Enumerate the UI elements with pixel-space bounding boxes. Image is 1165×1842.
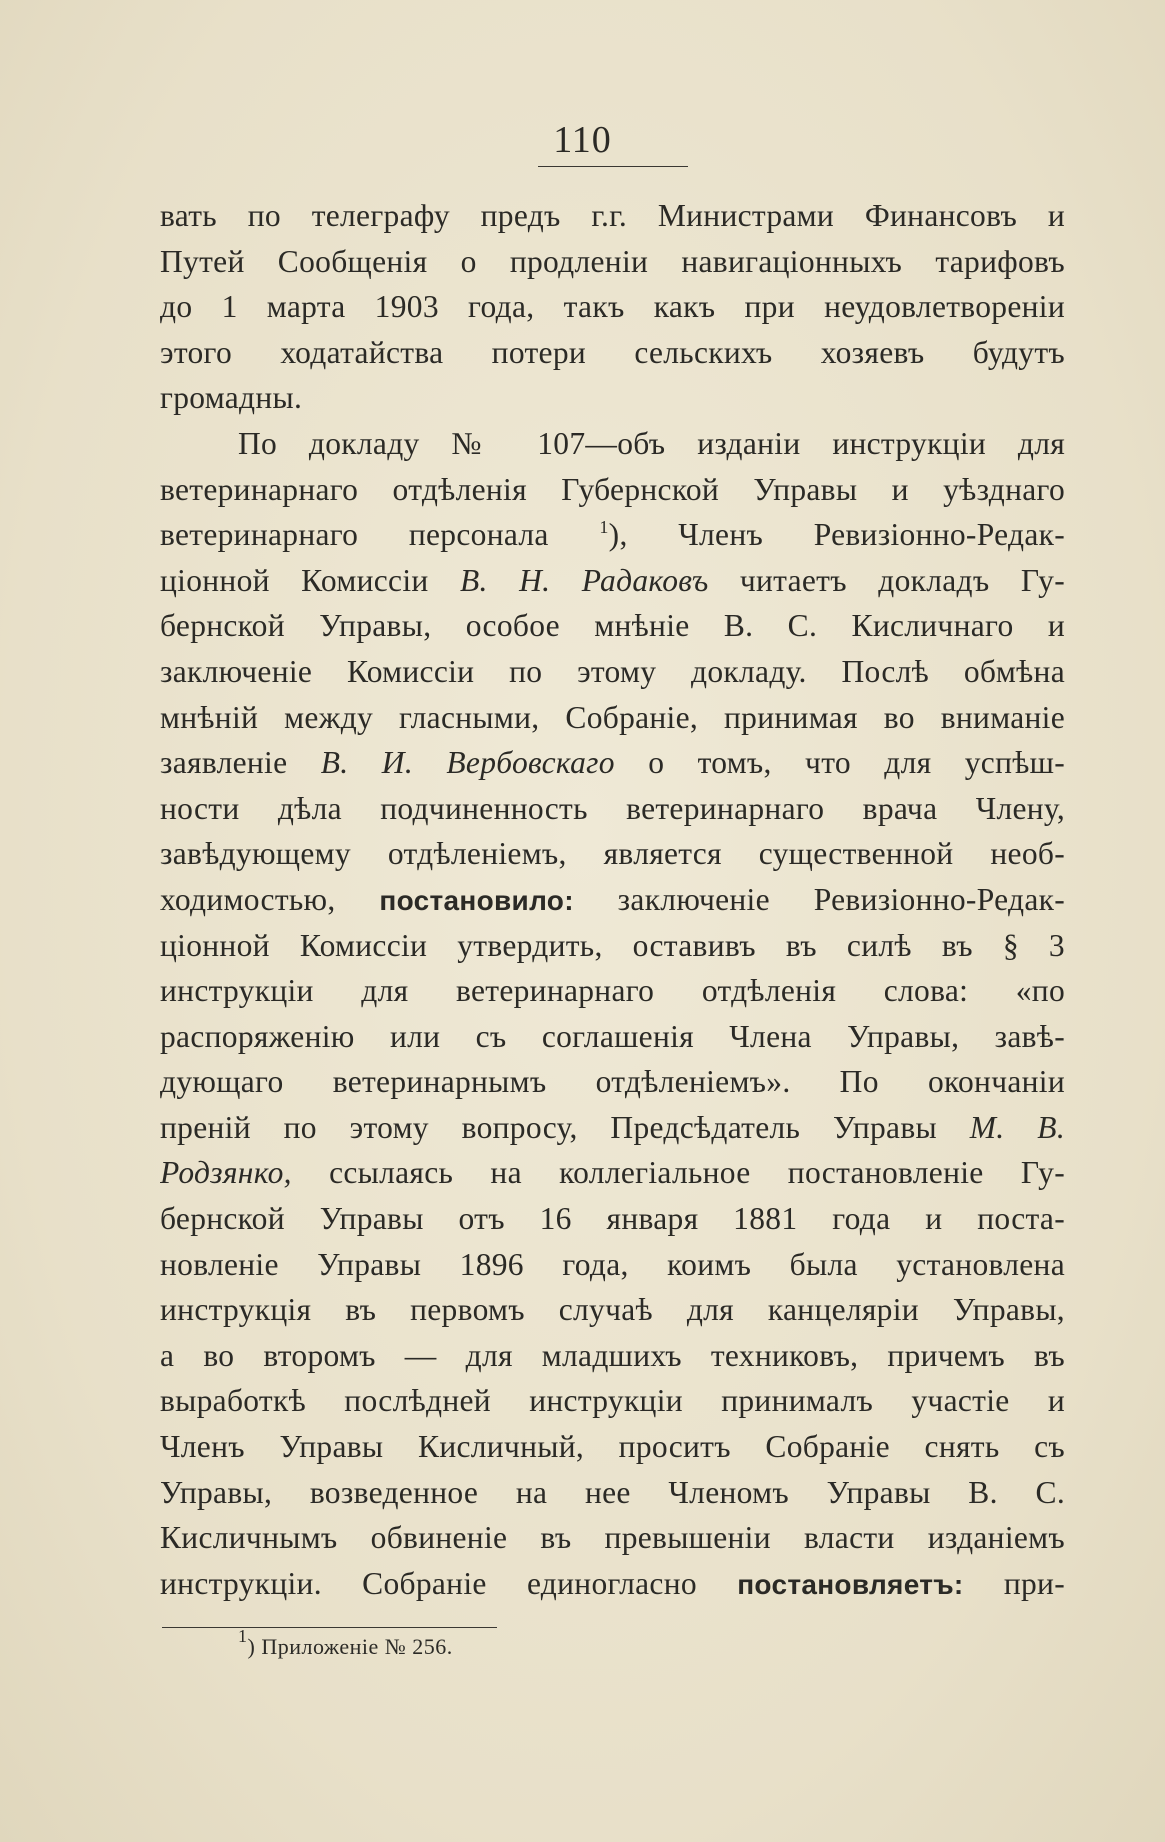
text-line xyxy=(160,968,1065,1014)
text-line xyxy=(160,375,1065,421)
text-line xyxy=(160,695,1065,741)
footnote-rule xyxy=(162,1627,497,1628)
line-text: а во второмъ — для младшихъ техниковъ, причемъ въ xyxy=(160,1337,1065,1373)
text-line xyxy=(160,877,1065,923)
line-text: бернской Управы, особое мнѣніе В. С. Кисличнаго и xyxy=(160,608,1065,644)
text-line xyxy=(160,1515,1065,1561)
line-text-start: преній по этому вопросу, Предсѣдатель Управы xyxy=(160,1109,970,1145)
text-line xyxy=(160,467,1065,513)
text-line xyxy=(160,284,1065,330)
text-line xyxy=(160,740,1065,786)
line-text: дующаго ветеринарнымъ отдѣленіемъ». По окончаніи xyxy=(160,1064,1065,1100)
text-line xyxy=(160,193,1065,239)
text-line xyxy=(160,239,1065,285)
line-text-end: ссылаясь на коллегіальное постановленіе Гу- xyxy=(291,1155,1065,1191)
footnote xyxy=(238,1626,453,1664)
page-number: 110 xyxy=(553,119,612,161)
text-line xyxy=(160,1196,1065,1242)
text-line xyxy=(160,831,1065,877)
line-text: ности дѣла подчиненность ветеринарнаго врача Члену, xyxy=(160,790,1065,826)
line-text-end: читаетъ докладъ Гу- xyxy=(708,562,1065,598)
line-text: завѣдующему отдѣленіемъ, является существенной необ- xyxy=(160,836,1065,872)
text-line xyxy=(160,923,1065,969)
italic-name: М. В. xyxy=(969,1109,1065,1145)
text-line xyxy=(160,1059,1065,1105)
text-line xyxy=(160,1561,1065,1607)
line-text: мнѣній между гласными, Собраніе, принимая во вниманіе xyxy=(160,699,1065,735)
line-text: Кисличнымъ обвиненіе въ превышеніи власти изданіемъ xyxy=(160,1520,1065,1556)
line-text: вать по телеграфу предъ г.г. Министрами Финансовъ и xyxy=(160,198,1065,233)
line-text: Членъ Управы Кисличный, проситъ Собраніе снять съ xyxy=(160,1429,1065,1465)
footnote-text: ) Приложеніе № 256. xyxy=(247,1634,453,1659)
line-text: Путей Сообщенія о продленіи навигаціонныхъ тарифовъ xyxy=(160,243,1065,279)
text-line xyxy=(160,1333,1065,1379)
text-line xyxy=(160,421,1065,467)
text-line xyxy=(160,1287,1065,1333)
text-line xyxy=(160,649,1065,695)
text-line xyxy=(160,1105,1065,1151)
line-text: новленіе Управы 1896 года, коимъ была установлена xyxy=(160,1246,1065,1282)
resolution-keyword: постановляетъ: xyxy=(737,1568,964,1600)
text-line xyxy=(160,330,1065,376)
line-text: ветеринарнаго отдѣленія Губернской Управы и уѣзднаго xyxy=(160,471,1065,507)
text-line xyxy=(160,1150,1065,1196)
line-text-end: при- xyxy=(963,1565,1065,1601)
italic-name: В. Н. Радаковъ xyxy=(459,562,709,598)
text-line xyxy=(160,786,1065,832)
resolution-keyword: постановило: xyxy=(379,884,574,916)
line-text-start: заявленіе xyxy=(160,745,321,781)
line-text: инструкція въ первомъ случаѣ для канцеляріи Управы, xyxy=(160,1292,1065,1328)
text-line xyxy=(160,512,1065,558)
line-text: ціонной Комиссіи утвердить, оставивъ въ силѣ въ § 3 xyxy=(160,927,1065,963)
line-text: бернской Управы отъ 16 января 1881 года и поста- xyxy=(160,1201,1065,1237)
text-line xyxy=(160,1242,1065,1288)
text-line xyxy=(160,1424,1065,1470)
line-text: По докладу № 107—объ изданіи инструкціи для xyxy=(238,425,1065,461)
line-text-start: ходимостью, xyxy=(160,881,380,917)
line-text: инструкціи для ветеринарнаго отдѣленія слова: «по xyxy=(160,973,1065,1009)
line-text: распоряженію или съ соглашенія Члена Управы, завѣ- xyxy=(160,1018,1065,1054)
line-text: выработкѣ послѣдней инструкціи принималъ участіе и xyxy=(160,1383,1065,1419)
line-text-end: заключеніе Ревизіонно-Редак- xyxy=(573,881,1065,917)
line-text: до 1 марта 1903 года, такъ какъ при неудовлетвореніи xyxy=(160,289,1065,325)
line-text-start: ветеринарнаго персонала xyxy=(160,517,600,553)
line-text-start: ціонной Комиссіи xyxy=(160,562,460,598)
line-text: этого ходатайства потери сельскихъ хозяевъ будутъ xyxy=(160,334,1065,370)
line-text-end: ), Членъ Ревизіонно-Редак- xyxy=(608,517,1065,553)
line-text-start: инструкціи. Собраніе единогласно xyxy=(160,1565,738,1601)
text-line xyxy=(160,1014,1065,1060)
line-text: громадны. xyxy=(160,380,303,416)
text-line xyxy=(160,558,1065,604)
line-text-end: о томъ, что для успѣш- xyxy=(614,745,1065,781)
text-line xyxy=(160,603,1065,649)
body-text xyxy=(160,193,1065,1606)
text-line xyxy=(160,1470,1065,1516)
italic-name: В. И. Вербовскаго xyxy=(320,745,615,781)
line-text: Управы, возведенное на нее Членомъ Управы В. С. xyxy=(160,1474,1065,1510)
italic-name: Родзянко, xyxy=(160,1155,292,1191)
page-number-rule xyxy=(538,166,688,167)
text-line xyxy=(160,1378,1065,1424)
footnote-marker: 1 xyxy=(238,1626,248,1646)
line-text: заключеніе Комиссіи по этому докладу. Послѣ обмѣна xyxy=(160,653,1065,689)
footnote-reference: 1 xyxy=(599,517,609,538)
